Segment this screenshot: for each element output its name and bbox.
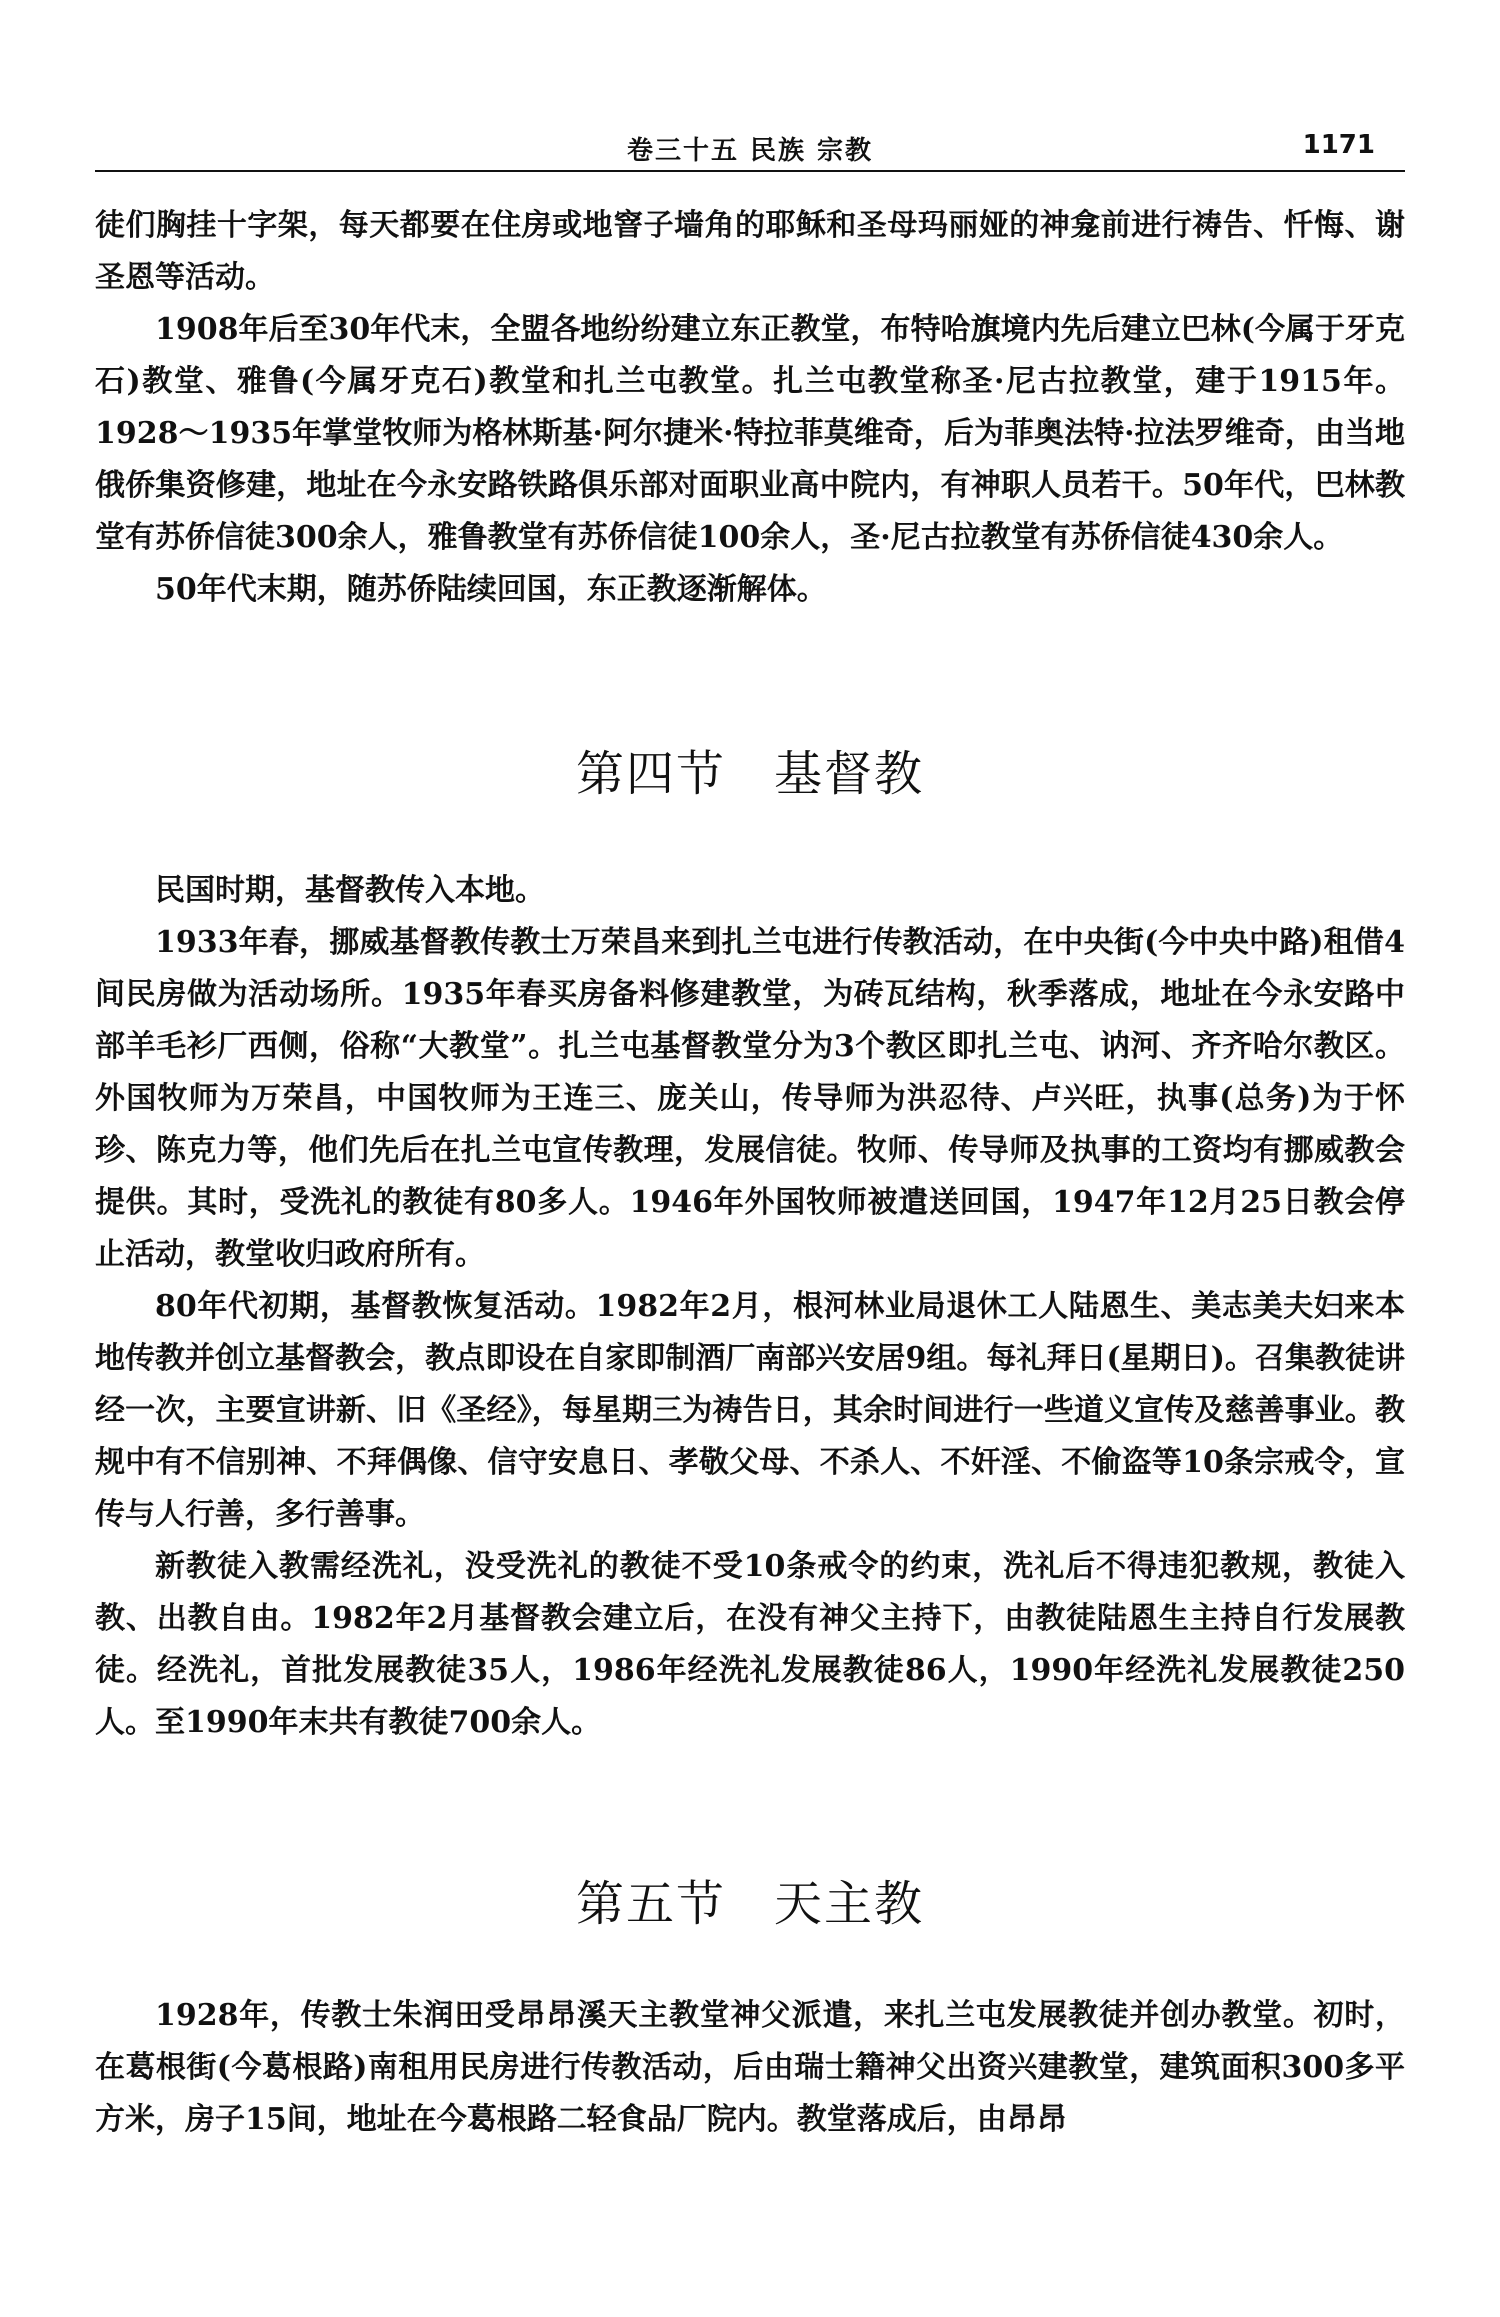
section-number: 第五节 <box>575 1876 726 1932</box>
text-block-catholicism <box>95 1990 1405 2146</box>
header-title: 卷三十五 民族 宗教 <box>626 136 874 166</box>
section-heading-christianity <box>0 735 1500 804</box>
paragraph: 1933年春，挪威基督教传教士万荣昌来到扎兰屯进行传教活动，在中央街(今中央中路)租借4间民房做为活动场所。1935年春买房备料修建教堂，为砖瓦结构，秋季落成，地址在今永安路中部羊毛衫厂西侧，俗称“大教堂”。扎兰屯基督教堂分为3个教区即扎兰屯、讷河、齐齐哈尔教区。外国牧师为万荣昌，中国牧师为王连三、庞关山，传导师为洪忍待、卢兴旺，执事(总务)为于怀珍、陈克力等，他们先后在扎兰屯宣传教理，发展信徒。牧师、传导师及执事的工资均有挪威教会提供。其时，受洗礼的教徒有80多人。1946年外国牧师被遣送回国，1947年12月25日教会停止活动，教堂收归政府所有。 <box>95 925 1405 1272</box>
paragraph: 50年代末期，随苏侨陆续回国，东正教逐渐解体。 <box>155 572 827 607</box>
text-block-christianity <box>95 865 1405 1749</box>
paragraph: 1908年后至30年代末，全盟各地纷纷建立东正教堂，布特哈旗境内先后建立巴林(今属于牙克石)教堂、雅鲁(今属牙克石)教堂和扎兰屯教堂。扎兰屯教堂称圣·尼古拉教堂，建于1915年。1928～1935年掌堂牧师为格林斯基·阿尔捷米·特拉菲莫维奇，后为菲奥法特·拉法罗维奇，由当地俄侨集资修建，地址在今永安路铁路俱乐部对面职业高中院内，有神职人员若干。50年代，巴林教堂有苏侨信徒300余人，雅鲁教堂有苏侨信徒100余人，圣·尼古拉教堂有苏侨信徒430余人。 <box>95 312 1405 555</box>
paragraph: 新教徒入教需经洗礼，没受洗礼的教徒不受10条戒令的约束，洗礼后不得违犯教规，教徒入教、出教自由。1982年2月基督教会建立后，在没有神父主持下，由教徒陆恩生主持自行发展教徒。经洗礼，首批发展教徒35人，1986年经洗礼发展教徒86人，1990年经洗礼发展教徒250人。至1990年末共有教徒700余人。 <box>95 1549 1405 1740</box>
page-number: 1171 <box>1302 130 1375 160</box>
section-title: 基督教 <box>774 746 925 802</box>
section-title: 天主教 <box>774 1876 925 1932</box>
text-block-orthodox <box>95 200 1405 616</box>
paragraph: 1928年，传教士朱润田受昂昂溪天主教堂神父派遣，来扎兰屯发展教徒并创办教堂。初时，在葛根街(今葛根路)南租用民房进行传教活动，后由瑞士籍神父出资兴建教堂，建筑面积300多平方米，房子15间，地址在今葛根路二轻食品厂院内。教堂落成后，由昂昂 <box>95 1998 1405 2137</box>
section-number: 第四节 <box>575 746 726 802</box>
paragraph: 80年代初期，基督教恢复活动。1982年2月，根河林业局退休工人陆恩生、美志美夫妇来本地传教并创立基督教会，教点即设在自家即制酒厂南部兴安居9组。每礼拜日(星期日)。召集教徒讲经一次，主要宣讲新、旧《圣经》，每星期三为祷告日，其余时间进行一些道义宣传及慈善事业。教规中有不信别神、不拜偶像、信守安息日、孝敬父母、不杀人、不奸淫、不偷盗等10条宗戒令，宣传与人行善，多行善事。 <box>95 1289 1405 1532</box>
section-heading-catholicism <box>0 1865 1500 1934</box>
paragraph: 徒们胸挂十字架，每天都要在住房或地窨子墙角的耶稣和圣母玛丽娅的神龛前进行祷告、忏悔、谢圣恩等活动。 <box>95 208 1405 295</box>
running-header <box>95 120 1405 172</box>
paragraph: 民国时期，基督教传入本地。 <box>155 873 545 908</box>
